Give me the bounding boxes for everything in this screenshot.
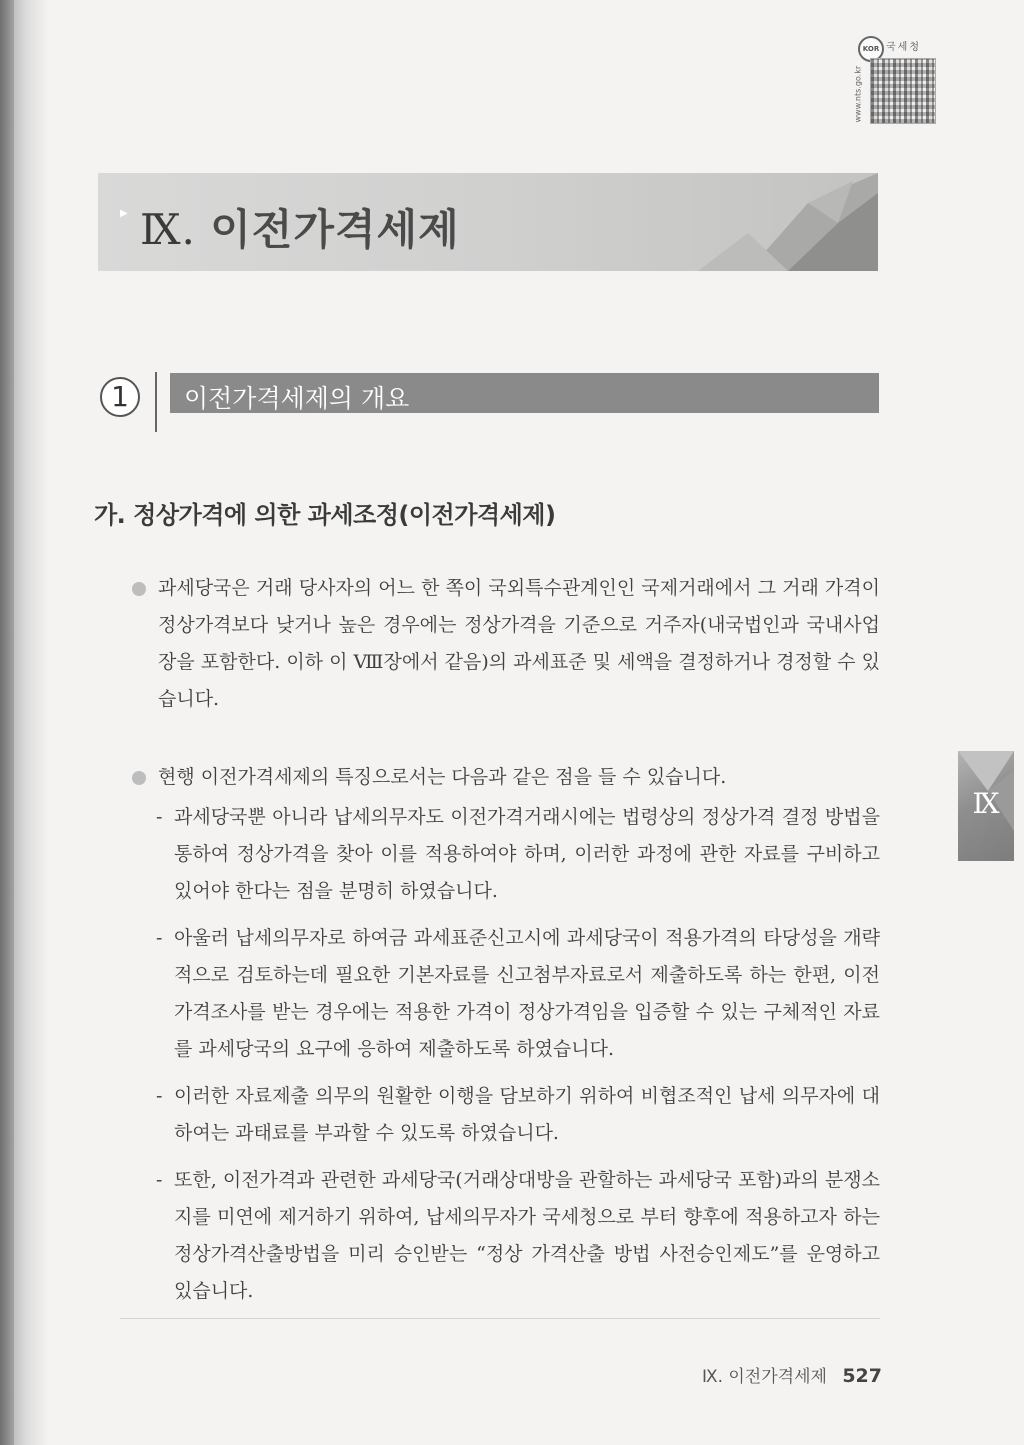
dash-marker: -	[156, 1085, 163, 1107]
chapter-title	[140, 197, 460, 257]
dash-marker: -	[156, 927, 163, 949]
page-footer	[702, 1362, 882, 1387]
bullet-text: 과세당국은 거래 당사자의 어느 한 쪽이 국외특수관계인인 국제거래에서 그 거래 가격이 정상가격보다 낮거나 높은 경우에는 정상가격을 기준으로 거주자(내국법인과 국내사업장을 포함한다. 이하 이 Ⅷ장에서 같음)의 과세표준 및 세액을 결정하거나 경정할 수 있습니다.	[158, 577, 880, 710]
footer-divider	[120, 1318, 880, 1319]
dash-item-text: 아울러 납세의무자로 하여금 과세표준신고시에 과세당국이 적용가격의 타당성을 개략적으로 검토하는데 필요한 기본자료를 신고첨부자료로서 제출하도록 하는 한편, 이전가격조사를 받는 경우에는 적용한 가격이 정상가격임을 입증할 수 있는 구체적인 자료를 과세당국의 요구에 응하여 제출하도록 하였습니다.	[174, 927, 880, 1060]
section-header-bar	[170, 373, 879, 413]
dash-item	[130, 799, 880, 910]
binding-edge	[0, 0, 14, 1445]
banner-polygon-decoration	[678, 173, 878, 271]
dash-item-text: 이러한 자료제출 의무의 원활한 이행을 담보하기 위하여 비협조적인 납세 의무자에 대하여는 과태료를 부과할 수 있도록 하였습니다.	[174, 1085, 880, 1144]
section-title: 이전가격세제의 개요	[184, 384, 410, 413]
banner-arrow-icon: ▶	[120, 208, 128, 219]
bullet-icon	[132, 582, 146, 596]
bullet-item	[130, 759, 880, 796]
subsection-heading: 가. 정상가격에 의한 과세조정(이전가격세제)	[94, 501, 556, 529]
page-number: 527	[842, 1365, 882, 1387]
chapter-side-tab	[958, 751, 1014, 861]
bullet-text: 현행 이전가격세제의 특징으로서는 다음과 같은 점을 들 수 있습니다.	[158, 766, 727, 788]
chapter-number: Ⅸ.	[140, 205, 196, 254]
bullet-block-1	[130, 570, 880, 718]
dash-item	[130, 920, 880, 1068]
dash-item	[130, 1162, 880, 1310]
dash-item	[130, 1078, 880, 1152]
dash-item-text: 과세당국뿐 아니라 납세의무자도 이전가격거래시에는 법령상의 정상가격 결정 방법을 통하여 정상가격을 찾아 이를 적용하여야 하며, 이러한 과정에 관한 자료를 구비하고 있어야 한다는 점을 분명히 하였습니다.	[174, 806, 880, 902]
site-url: www.nts.go.kr	[853, 65, 863, 123]
dash-marker: -	[156, 806, 163, 828]
agency-name: 국세청	[886, 42, 921, 53]
section-divider	[155, 372, 157, 432]
section-number-badge: 1	[100, 377, 140, 417]
dash-marker: -	[156, 1169, 163, 1191]
agency-logo-icon: KOR	[858, 36, 884, 62]
chapter-banner	[98, 173, 878, 271]
qr-code-icon	[870, 58, 936, 124]
agency-logo-block	[850, 30, 940, 123]
bullet-item	[130, 570, 880, 718]
bullet-block-2	[130, 759, 880, 1310]
chapter-title-text: 이전가격세제	[210, 205, 460, 254]
side-tab-label: Ⅸ	[972, 787, 1000, 820]
bullet-icon	[132, 771, 146, 785]
footer-chapter: Ⅸ. 이전가격세제	[701, 1367, 827, 1387]
dash-item-text: 또한, 이전가격과 관련한 과세당국(거래상대방을 관할하는 과세당국 포함)과의 분쟁소지를 미연에 제거하기 위하여, 납세의무자가 국세청으로 부터 향후에 적용하고자 하는 정상가격산출방법을 미리 승인받는 “정상 가격산출 방법 사전승인제도”를 운영하고 있습니다.	[174, 1169, 880, 1302]
